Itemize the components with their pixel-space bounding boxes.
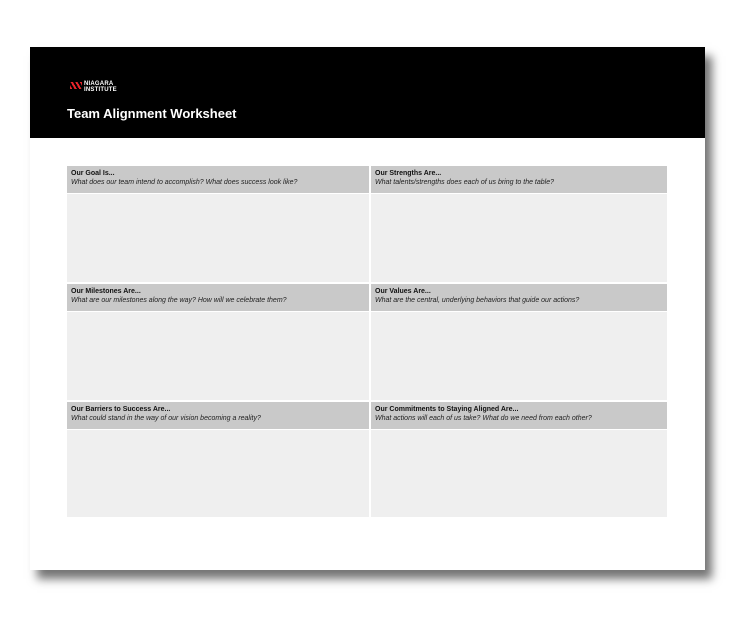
logo-wordmark [84, 81, 117, 93]
section-header [67, 402, 369, 430]
answer-area[interactable] [67, 430, 369, 517]
section-title: Our Values Are... [375, 288, 431, 295]
logo-line-2: INSTITUTE [84, 87, 117, 93]
section-barriers [67, 402, 369, 517]
section-commitments [371, 402, 667, 517]
section-header [67, 284, 369, 312]
section-header [371, 284, 667, 312]
section-goal [67, 166, 369, 282]
section-title: Our Goal Is... [71, 170, 115, 177]
page-title: Team Alignment Worksheet [67, 106, 237, 121]
section-prompt: What does our team intend to accomplish? What does success look like? [71, 179, 298, 186]
section-title: Our Barriers to Success Are... [71, 406, 171, 413]
answer-area[interactable] [371, 194, 667, 282]
section-strengths [371, 166, 667, 282]
header-banner [30, 47, 705, 138]
section-title: Our Commitments to Staying Aligned Are... [375, 406, 519, 413]
section-prompt: What are our milestones along the way? How will we celebrate them? [71, 297, 287, 304]
section-header [371, 402, 667, 430]
section-prompt: What actions will each of us take? What do we need from each other? [375, 415, 592, 422]
section-milestones [67, 284, 369, 400]
logo-stripes-icon [70, 82, 82, 89]
section-title: Our Milestones Are... [71, 288, 141, 295]
section-values [371, 284, 667, 400]
worksheet-page [30, 47, 705, 570]
section-header [67, 166, 369, 194]
worksheet-grid [67, 166, 667, 515]
section-prompt: What could stand in the way of our vision becoming a reality? [71, 415, 261, 422]
answer-area[interactable] [67, 312, 369, 400]
section-prompt: What talents/strengths does each of us bring to the table? [375, 179, 554, 186]
section-prompt: What are the central, underlying behaviors that guide our actions? [375, 297, 580, 304]
niagara-institute-logo [70, 81, 117, 93]
answer-area[interactable] [371, 312, 667, 400]
answer-area[interactable] [67, 194, 369, 282]
section-title: Our Strengths Are... [375, 170, 442, 177]
section-header [371, 166, 667, 194]
answer-area[interactable] [371, 430, 667, 517]
logo-line-1: NIAGARA [84, 81, 114, 87]
